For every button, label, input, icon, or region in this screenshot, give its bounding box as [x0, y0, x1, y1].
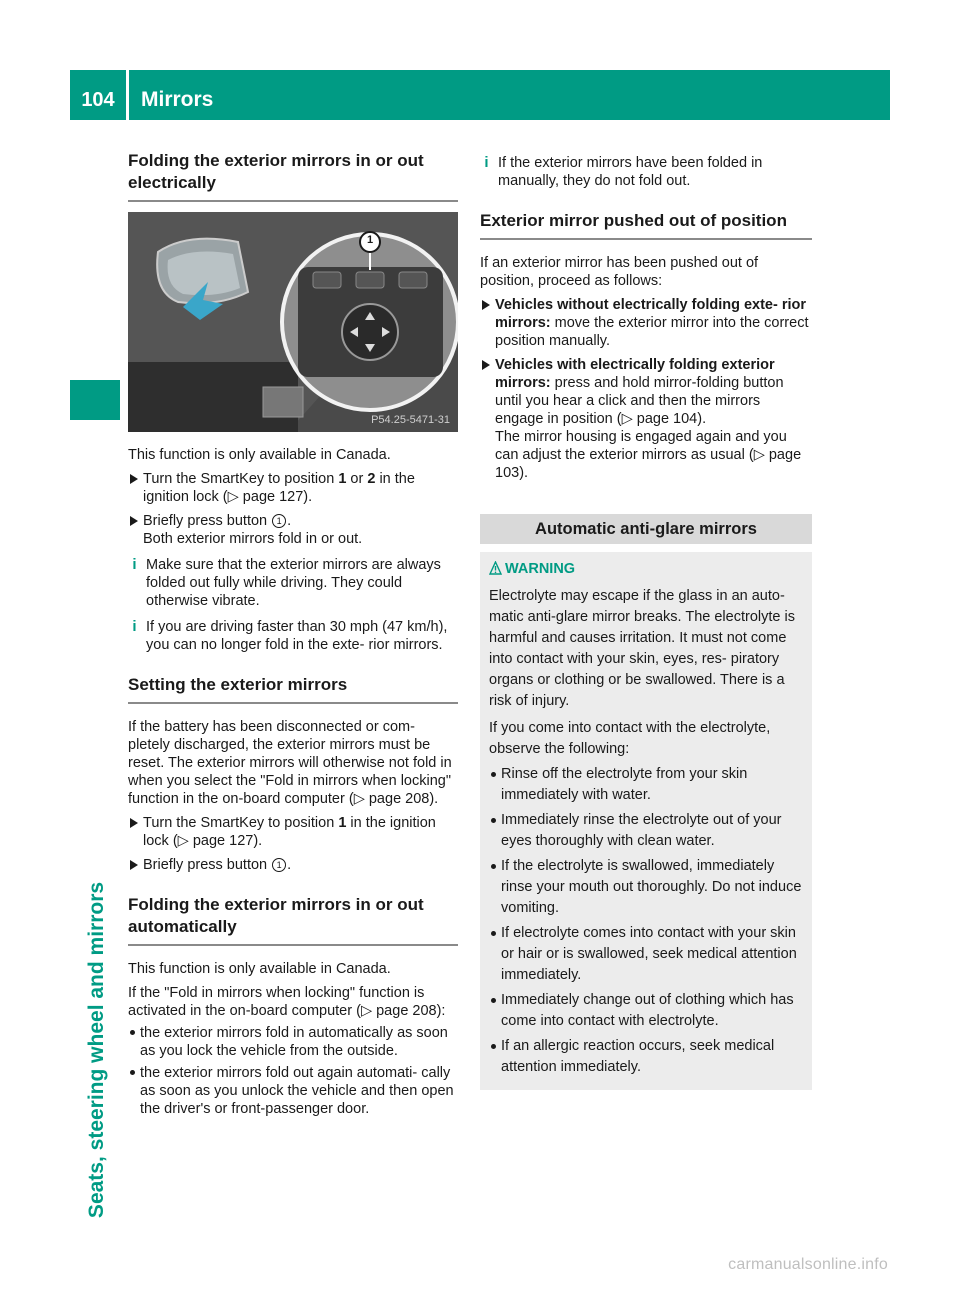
info-icon: i	[132, 618, 137, 635]
mirror-switch-figure	[128, 212, 458, 432]
step-arrow-icon	[130, 860, 138, 870]
warning-list-item: Rinse off the electrolyte from your skin immediately with water.	[489, 764, 803, 806]
instruction-step: Turn the SmartKey to position 1 or 2 in the ignition lock (▷ page 127).	[128, 470, 458, 506]
chapter-side-label: Seats, steering wheel and mirrors	[85, 881, 108, 1219]
warning-list-item: Immediately rinse the electrolyte out of your eyes thoroughly with clean water.	[489, 810, 803, 852]
step-arrow-icon	[130, 474, 138, 484]
header-divider	[126, 70, 129, 120]
paragraph: If an exterior mirror has been pushed out of position, proceed as follows:	[480, 255, 759, 289]
page-title: Mirrors	[141, 88, 214, 111]
list-item: the exterior mirrors fold in automatically as soon as you lock the vehicle from the outside.	[128, 1024, 458, 1060]
info-note: i If the exterior mirrors have been folded in manually, they do not fold out.	[480, 154, 812, 190]
page-number: 104	[81, 89, 115, 111]
watermark: carmanualsonline.info	[728, 1256, 888, 1273]
page-ref-icon: ▷	[360, 1003, 373, 1019]
page-ref-icon: ▷	[753, 447, 765, 463]
warning-text: If you come into contact with the electrolyte, observe the following:	[489, 720, 771, 757]
bullet-icon	[491, 772, 496, 777]
info-note: i If you are driving faster than 30 mph (47 km/h), you can no longer fold in the exte‐ rior mirrors.	[128, 618, 458, 654]
right-column	[480, 150, 812, 1090]
warning-title: WARNING	[489, 560, 803, 578]
section-title-anti-glare: Automatic anti-glare mirrors	[480, 514, 812, 544]
bullet-icon	[491, 998, 496, 1003]
step-arrow-icon	[482, 360, 490, 370]
warning-list-item: Immediately change out of clothing which has come into contact with electrolyte.	[489, 990, 803, 1032]
figure-callout-1: 1	[366, 234, 374, 246]
side-tab-marker	[70, 380, 120, 420]
paragraph: This function is only available in Canada.	[128, 961, 391, 977]
list-item: the exterior mirrors fold out again automati‐ cally as soon as you unlock the vehicle and then open the driver's or front-passenger door.	[128, 1064, 458, 1118]
step-arrow-icon	[130, 818, 138, 828]
paragraph: If the battery has been disconnected or com‐ pletely discharged, the exterior mirrors must be reset. The exterior mirrors will otherwise not fold in when you select the "Fold in mirrors when locking" function in the on-board computer (▷ page 208).	[128, 719, 452, 807]
info-icon: i	[484, 154, 489, 171]
paragraph: If the "Fold in mirrors when locking" function is activated in the on-board computer (▷ page 208):	[128, 985, 446, 1019]
page-ref-icon: ▷	[621, 411, 633, 427]
bullet-icon	[491, 1044, 496, 1049]
warning-list-item: If electrolyte comes into contact with your skin or hair or is swallowed, seek medical attention immediately.	[489, 923, 803, 986]
button-number-badge: 1	[272, 514, 286, 528]
section-heading-fold-electrically: Folding the exterior mirrors in or out electrically	[128, 150, 458, 202]
bullet-icon	[130, 1030, 135, 1035]
bullet-icon	[491, 931, 496, 936]
section-heading-setting-mirrors: Setting the exterior mirrors	[128, 674, 458, 704]
mirror-switch-illustration	[128, 212, 458, 432]
bullet-icon	[491, 864, 496, 869]
page-ref-icon: ▷	[177, 833, 189, 849]
step-arrow-icon	[130, 516, 138, 526]
warning-box	[480, 552, 812, 1090]
paragraph: This function is only available in Canada.	[128, 447, 391, 463]
section-heading-mirror-pushed: Exterior mirror pushed out of position	[480, 210, 812, 240]
figure-code: P54.25-5471-31	[371, 414, 450, 426]
section-heading-fold-automatically: Folding the exterior mirrors in or out automatically	[128, 894, 458, 946]
page-ref-icon: ▷	[227, 489, 239, 505]
bullet-icon	[130, 1070, 135, 1075]
warning-list-item: If an allergic reaction occurs, seek medical attention immediately.	[489, 1036, 803, 1078]
warning-list-item: If the electrolyte is swallowed, immediately rinse your mouth out thoroughly. Do not induce vomiting.	[489, 856, 803, 919]
left-column	[128, 150, 458, 1118]
warning-text: Electrolyte may escape if the glass in an auto‐ matic anti-glare mirror breaks. The electrolyte is harmful and causes irritation. It must not come into contact with your skin, eyes, res‐ piratory organs or clothing or be swallowed. There is a risk of injury.	[489, 588, 795, 709]
info-note: i Make sure that the exterior mirrors are always folded out fully while driving. They could otherwise vibrate.	[128, 556, 458, 610]
instruction-step: Briefly press button 1 .	[128, 856, 458, 874]
page-ref-icon: ▷	[353, 791, 365, 807]
instruction-step: Vehicles without electrically folding exte‐ rior mirrors: move the exterior mirror into the correct position manually.	[480, 296, 812, 350]
warning-triangle-icon	[489, 561, 502, 575]
button-number-badge: 1	[272, 858, 286, 872]
instruction-step: Vehicles with electrically folding exterior mirrors: press and hold mirror-folding button until you hear a click and then the mirrors engage in position (▷ page 104). The mirror housing is engaged again and you can adjust the exterior mirrors as usual (▷ page 103).	[480, 356, 812, 482]
bullet-icon	[491, 818, 496, 823]
instruction-step: Turn the SmartKey to position 1 in the ignition lock (▷ page 127).	[128, 814, 458, 850]
instruction-step: Briefly press button 1 . Both exterior mirrors fold in or out.	[128, 512, 458, 548]
step-arrow-icon	[482, 300, 490, 310]
info-icon: i	[132, 556, 137, 573]
